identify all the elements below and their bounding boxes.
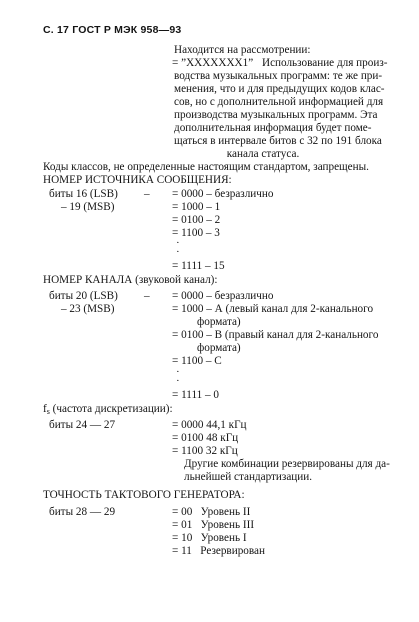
clock-accuracy-title: ТОЧНОСТЬ ТАКТОВОГО ГЕНЕРАТОРА: xyxy=(43,489,245,501)
class-codes-note: Коды классов, не определенные настоящим стандартом, запрещены. xyxy=(43,161,369,173)
channel-value-row: = 1000 – А (левый канал для 2-канального xyxy=(172,303,374,315)
intro-description xyxy=(174,70,386,161)
fs-value-row: = 0000 44,1 кГц xyxy=(172,419,247,431)
fs-title-text: (частота дискретизации): xyxy=(49,403,173,415)
sampling-frequency-title xyxy=(43,403,173,418)
fs-value-row: = 0100 48 кГц xyxy=(172,432,239,444)
intro-desc-line: щаться в интервале битов с 32 по 191 блока xyxy=(174,135,382,147)
channel-bits-range-end: – 23 (MSB) xyxy=(61,303,115,315)
channel-bits-dash: – xyxy=(144,290,150,302)
channel-number-title: НОМЕР КАНАЛА (звуковой канал): xyxy=(43,274,218,286)
clock-value-row: = 00 Уровень II xyxy=(172,506,251,518)
intro-desc-line: дополнительная информация будет поме- xyxy=(174,122,372,134)
clock-value-row: = 10 Уровень I xyxy=(172,532,247,544)
channel-value-row-cont: формата) xyxy=(197,316,241,328)
clock-value-row: = 01 Уровень III xyxy=(172,519,255,531)
source-bits-range: биты 16 (LSB) xyxy=(49,188,118,200)
channel-value-row: = 0000 – безразлично xyxy=(172,290,274,302)
intro-desc-line: производства музыкальных программ. Эта xyxy=(174,109,378,121)
source-value-row: = 1100 – 3 xyxy=(172,227,220,239)
source-value-row: = 0100 – 2 xyxy=(172,214,221,226)
ellipsis-dot: · xyxy=(176,246,180,258)
channel-value-row-last: = 1111 – 0 xyxy=(172,389,220,401)
ellipsis-dot: · xyxy=(176,375,180,387)
ellipsis-dot: · xyxy=(176,237,180,249)
source-bits-dash: – xyxy=(144,188,150,200)
intro-desc-line: сов, но с дополнительной информацией для xyxy=(174,96,384,108)
channel-bits-range: биты 20 (LSB) xyxy=(49,290,118,302)
fs-bits-range: биты 24 — 27 xyxy=(49,419,116,431)
source-value-row-last: = 1111 – 15 xyxy=(172,260,225,272)
page-header: С. 17 ГОСТ Р МЭК 958—93 xyxy=(43,24,182,36)
ellipsis-dot: · xyxy=(176,366,180,378)
fs-value-row: = 1100 32 кГц xyxy=(172,445,238,457)
clock-bits-range: биты 28 — 29 xyxy=(49,506,116,518)
fs-symbol: f xyxy=(43,403,47,415)
fs-subscript: s xyxy=(46,407,50,416)
intro-desc-line: водства музыкальных программ: те же при- xyxy=(174,70,383,82)
source-value-row: = 1000 – 1 xyxy=(172,201,221,213)
intro-desc-line: менения, что и для предыдущих кодов клас- xyxy=(174,83,385,95)
channel-value-row: = 0100 – В (правый канал для 2-канального xyxy=(172,329,379,341)
source-number-title: НОМЕР ИСТОЧНИКА СООБЩЕНИЯ: xyxy=(43,174,232,186)
intro-equation: = ”XXXXXXX1” xyxy=(172,57,254,69)
intro-description-first: Использование для произ- xyxy=(262,57,388,69)
fs-note: Другие комбинации резервированы для да- xyxy=(184,458,390,470)
intro-desc-line: канала статуса. xyxy=(226,148,300,160)
clock-value-row: = 11 Резервирован xyxy=(172,545,265,557)
intro-line: Находится на рассмотрении: xyxy=(174,44,311,56)
fs-note-cont: льнейшей стандартизации. xyxy=(184,471,313,483)
source-value-row: = 0000 – безразлично xyxy=(172,188,274,200)
channel-value-row-cont: формата) xyxy=(197,342,241,354)
source-bits-range-end: – 19 (MSB) xyxy=(61,201,115,213)
channel-value-row: = 1100 – С xyxy=(172,355,222,367)
